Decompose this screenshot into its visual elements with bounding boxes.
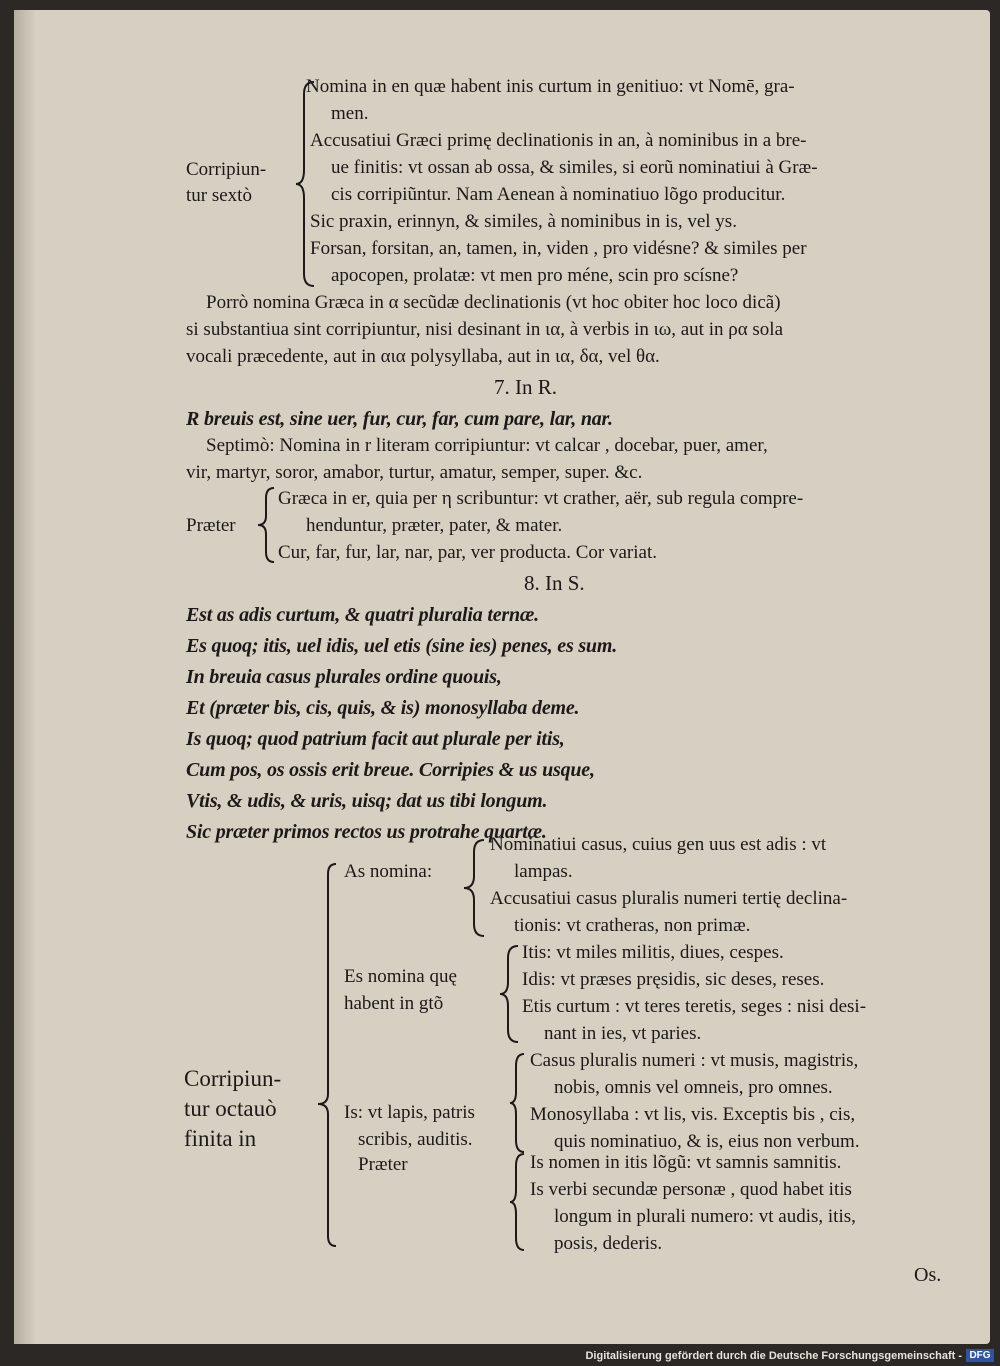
section-heading-8: 8. In S. (524, 571, 585, 595)
block1-line: Nomina in en quæ habent inis curtum in genitiuo: vt Nomē, gra- (306, 76, 795, 97)
praeter-line: Is nomen in itis lõgũ: vt samnis samnitis. (530, 1152, 842, 1173)
praeter-line: longum in plurali numero: vt audis, itis, (554, 1206, 856, 1227)
block3-label-3: finita in (184, 1126, 257, 1151)
section-heading-7: 7. In R. (494, 375, 557, 399)
es-nomina-label-2: habent in gtõ (344, 993, 444, 1014)
praeter-label: Præter (358, 1154, 408, 1175)
verse-line: Vtis, & udis, & uris, uisq; dat us tibi longum. (186, 790, 548, 812)
dfg-logo: DFG (966, 1349, 994, 1362)
block1-label-2: tur sextò (186, 185, 252, 206)
block1-line: Forsan, forsitan, an, tamen, in, viden , pro vidésne? & similes per (310, 238, 807, 259)
paragraph-line: Porrò nomina Græca in α secũdæ declinationis (vt hoc obiter hoc loco dicã) (206, 292, 781, 313)
as-nomina-line: lampas. (514, 861, 573, 882)
es-nomina-line: nant in ies, vt paries. (544, 1023, 702, 1044)
block2-line: Cur, far, fur, lar, nar, par, ver producta. Cor variat. (278, 542, 657, 563)
block1-line: Sic praxin, erinnyn, & similes, à nominibus in is, vel ys. (310, 211, 737, 232)
verse-line: In breuia casus plurales ordine quouis, (186, 666, 502, 688)
block2-line: henduntur, præter, pater, & mater. (306, 515, 563, 536)
is-line: Casus pluralis numeri : vt musis, magistris, (530, 1050, 859, 1071)
page-gutter-shadow (14, 10, 36, 1344)
paragraph-line: Septimò: Nomina in r literam corripiuntur: vt calcar , docebar, puer, amer, (206, 435, 768, 456)
verse-line: Est as adis curtum, & quatri pluralia ternæ. (186, 604, 539, 626)
brace-as-nomina (462, 836, 490, 940)
block1-label-1: Corripiun- (186, 159, 267, 180)
as-nomina-line: Accusatiui casus pluralis numeri tertię declina- (490, 888, 848, 909)
paragraph-line: vocali præcedente, aut in αια polysyllaba, aut in ια, δα, vel θα. (186, 346, 660, 367)
book-page (14, 10, 990, 1344)
as-nomina-line: Nominatiui casus, cuius gen uus est adis : vt (490, 834, 827, 855)
as-nomina-line: tionis: vt cratheras, non primæ. (514, 915, 751, 936)
brace-block3-outer (314, 860, 342, 1250)
is-label-2: scribis, auditis. (358, 1129, 473, 1150)
praeter-line: posis, dederis. (554, 1233, 663, 1254)
brace-is-casus (508, 1050, 528, 1156)
verse-line: Es quoq; itis, uel idis, uel etis (sine ies) penes, es sum. (186, 635, 618, 657)
block3-label-1: Corripiun- (184, 1066, 282, 1091)
catchword: Os. (914, 1264, 942, 1286)
verse-line: R breuis est, sine uer, fur, cur, far, cum pare, lar, nar. (186, 408, 613, 430)
paragraph-line: vir, martyr, soror, amabor, turtur, amatur, semper, super. &c. (186, 462, 643, 483)
es-nomina-line: Etis curtum : vt teres teretis, seges : nisi desi- (522, 996, 867, 1017)
brace-praeter (508, 1150, 528, 1254)
digitization-footer: Digitalisierung gefördert durch die Deutsche Forschungsgemeinschaft - (585, 1350, 962, 1362)
block1-line: ue finitis: vt ossan ab ossa, & similes, si eorũ nominatiui à Græ- (331, 157, 818, 178)
brace-es-nomina (498, 942, 522, 1046)
block1-line: men. (331, 103, 369, 124)
es-nomina-line: Itis: vt miles militis, diues, cespes. (522, 942, 784, 963)
is-line: nobis, omnis vel omneis, pro omnes. (554, 1077, 833, 1098)
as-nomina-label: As nomina: (344, 861, 433, 882)
verse-line: Is quoq; quod patrium facit aut plurale per itis, (186, 728, 565, 750)
block1-line: Accusatiui Græci primę declinationis in an, à nominibus in a bre- (310, 130, 807, 151)
es-nomina-line: Idis: vt præses pręsidis, sic deses, reses. (522, 969, 825, 990)
verse-line: Cum pos, os ossis erit breue. Corripies & us usque, (186, 759, 595, 781)
es-nomina-label-1: Es nomina quę (344, 966, 457, 987)
is-line: quis nominatiuo, & is, eius non verbum. (554, 1131, 860, 1152)
is-line: Monosyllaba : vt lis, vis. Exceptis bis , cis, (530, 1104, 856, 1125)
is-label-1: Is: vt lapis, patris (344, 1102, 475, 1123)
block2-label: Præter (186, 515, 236, 536)
block2-line: Græca in er, quia per η scribuntur: vt crather, aër, sub regula compre- (278, 488, 804, 509)
brace-block2 (258, 484, 280, 566)
block1-line: cis corripiũntur. Nam Aenean à nominatiuo lõgo producitur. (331, 184, 786, 205)
block1-line: apocopen, prolatæ: vt men pro méne, scin pro scísne? (331, 265, 739, 286)
paragraph-line: si substantiua sint corripiuntur, nisi desinant in ια, à verbis in ιω, aut in ρα sola (186, 319, 784, 340)
verse-line: Et (præter bis, cis, quis, & is) monosyllaba deme. (186, 697, 580, 719)
block3-label-2: tur octauò (184, 1096, 277, 1121)
praeter-line: Is verbi secundæ personæ , quod habet itis (530, 1179, 852, 1200)
verse-line: Sic præter primos rectos us protrahe quartæ. (186, 821, 547, 843)
